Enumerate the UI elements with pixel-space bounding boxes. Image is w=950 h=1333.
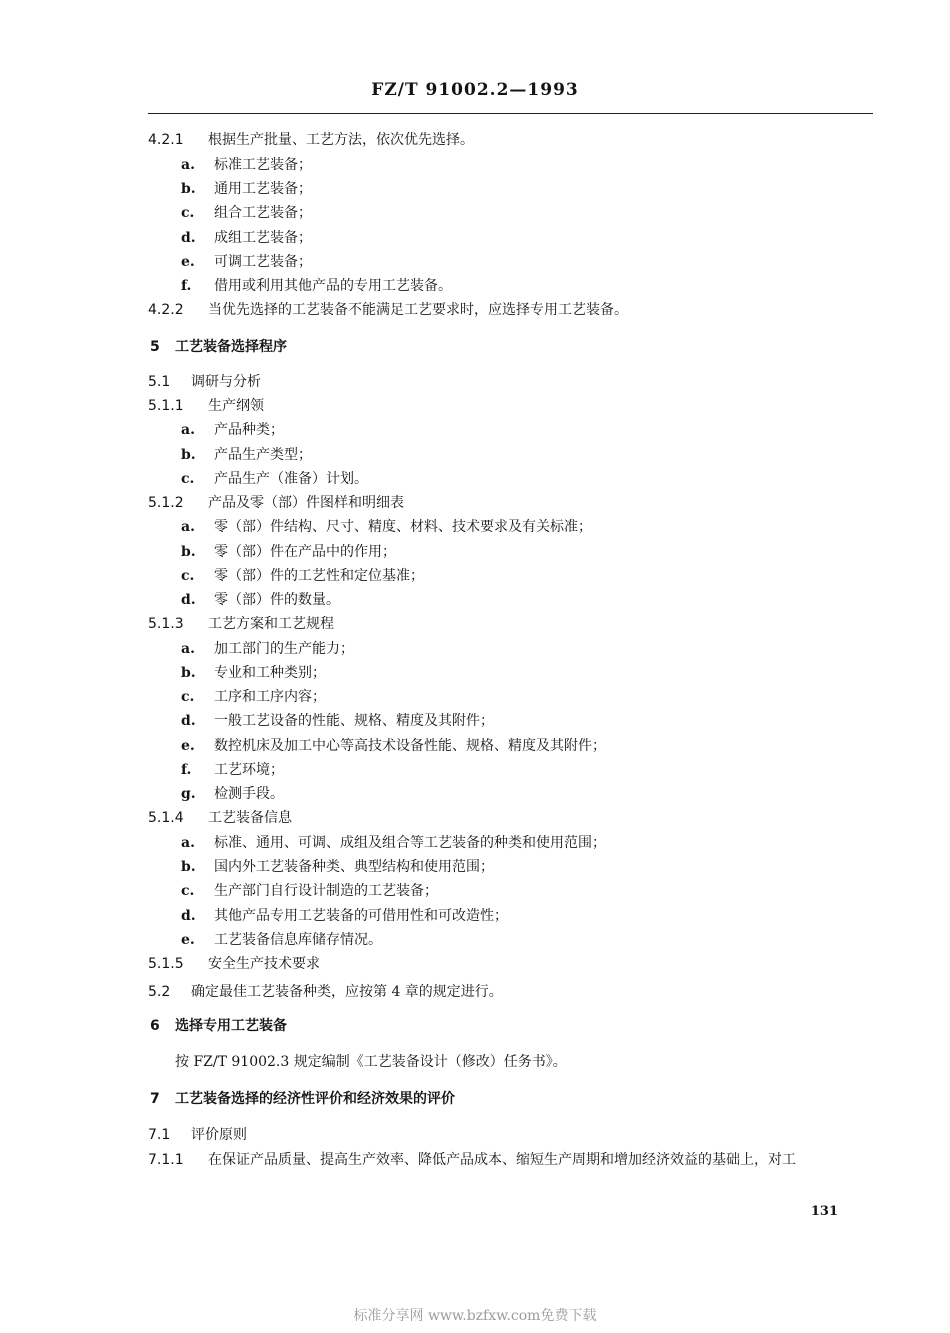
clause-text: 安全生产技术要求	[208, 956, 320, 972]
chapter-number: 5	[150, 339, 160, 355]
item-label: g.	[181, 786, 196, 802]
item-text: 组合工艺装备；	[214, 205, 312, 221]
item-text: 成组工艺装备；	[214, 230, 312, 246]
paragraph-text: 按 FZ/T 91002.3 规定编制《工艺装备设计（修改）任务书》。	[175, 1054, 567, 1070]
item-label: c.	[181, 568, 195, 584]
watermark: 标准分享网 www.bzfxw.com免费下载	[353, 1308, 597, 1324]
clause-text: 产品及零（部）件图样和明细表	[208, 495, 404, 511]
clause-text: 调研与分析	[191, 374, 261, 390]
item-label: b.	[181, 544, 196, 560]
item-text: 国内外工艺装备种类、典型结构和使用范围；	[214, 859, 494, 875]
item-label: d.	[181, 592, 196, 608]
item-label: a.	[181, 835, 195, 851]
clause-text: 工艺方案和工艺规程	[208, 616, 334, 632]
clause-text: 当优先选择的工艺装备不能满足工艺要求时，应选择专用工艺装备。	[208, 302, 628, 318]
item-label: c.	[181, 471, 195, 487]
clause-number: 5.1.1	[148, 398, 184, 414]
item-text: 专业和工种类别；	[214, 665, 326, 681]
item-text: 可调工艺装备；	[214, 254, 312, 270]
item-label: a.	[181, 157, 195, 173]
item-label: f.	[181, 278, 192, 294]
item-text: 零（部）件在产品中的作用；	[214, 544, 396, 560]
item-label: a.	[181, 519, 195, 535]
item-text: 产品生产类型；	[214, 447, 312, 463]
clause-text: 工艺装备信息	[208, 810, 292, 826]
clause-text: 确定最佳工艺装备种类，应按第 4 章的规定进行。	[191, 984, 503, 1000]
clause-number: 5.1.5	[148, 956, 184, 972]
clause-text: 生产纲领	[208, 398, 264, 414]
item-text: 加工部门的生产能力；	[214, 641, 354, 657]
item-text: 零（部）件的数量。	[214, 592, 340, 608]
item-label: c.	[181, 689, 195, 705]
item-text: 其他产品专用工艺装备的可借用性和可改造性；	[214, 908, 508, 924]
item-label: e.	[181, 932, 195, 948]
header-rule	[148, 113, 873, 114]
item-text: 通用工艺装备；	[214, 181, 312, 197]
item-label: b.	[181, 665, 196, 681]
clause-number: 5.2	[148, 984, 171, 1000]
item-text: 产品生产（准备）计划。	[214, 471, 368, 487]
clause-number: 5.1.4	[148, 810, 184, 826]
item-label: e.	[181, 254, 195, 270]
item-label: b.	[181, 181, 196, 197]
item-label: a.	[181, 422, 195, 438]
chapter-title: 工艺装备选择程序	[175, 339, 287, 355]
clause-text: 根据生产批量、工艺方法，依次优先选择。	[208, 132, 474, 148]
item-text: 工序和工序内容；	[214, 689, 326, 705]
clause-number: 5.1	[148, 374, 171, 390]
item-label: b.	[181, 447, 196, 463]
clause-number: 4.2.1	[148, 132, 184, 148]
item-label: c.	[181, 205, 195, 221]
item-text: 工艺装备信息库储存情况。	[214, 932, 382, 948]
item-label: d.	[181, 713, 196, 729]
item-text: 一般工艺设备的性能、规格、精度及其附件；	[214, 713, 494, 729]
clause-number: 5.1.2	[148, 495, 184, 511]
item-label: e.	[181, 738, 195, 754]
item-text: 检测手段。	[214, 786, 284, 802]
item-text: 标准、通用、可调、成组及组合等工艺装备的种类和使用范围；	[214, 835, 606, 851]
clause-number: 7.1	[148, 1127, 171, 1143]
clause-number: 7.1.1	[148, 1152, 184, 1168]
item-label: d.	[181, 908, 196, 924]
item-text: 标准工艺装备；	[214, 157, 312, 173]
page-number: 131	[810, 1204, 838, 1219]
item-label: d.	[181, 230, 196, 246]
item-text: 零（部）件的工艺性和定位基准；	[214, 568, 424, 584]
clause-text: 在保证产品质量、提高生产效率、降低产品成本、缩短生产周期和增加经济效益的基础上，对工	[208, 1152, 796, 1168]
chapter-number: 7	[150, 1091, 160, 1107]
item-text: 工艺环境；	[214, 762, 284, 778]
standard-code-header: FZ/T 91002.2—1993	[371, 80, 579, 100]
clause-text: 评价原则	[191, 1127, 247, 1143]
item-label: f.	[181, 762, 192, 778]
item-text: 零（部）件结构、尺寸、精度、材料、技术要求及有关标准；	[214, 519, 592, 535]
item-label: a.	[181, 641, 195, 657]
clause-number: 4.2.2	[148, 302, 184, 318]
item-text: 数控机床及加工中心等高技术设备性能、规格、精度及其附件；	[214, 738, 606, 754]
clause-number: 5.1.3	[148, 616, 184, 632]
item-text: 产品种类；	[214, 422, 284, 438]
item-text: 借用或利用其他产品的专用工艺装备。	[214, 278, 452, 294]
item-text: 生产部门自行设计制造的工艺装备；	[214, 883, 438, 899]
chapter-title: 选择专用工艺装备	[175, 1018, 287, 1034]
item-label: b.	[181, 859, 196, 875]
chapter-title: 工艺装备选择的经济性评价和经济效果的评价	[175, 1091, 455, 1107]
item-label: c.	[181, 883, 195, 899]
chapter-number: 6	[150, 1018, 160, 1034]
